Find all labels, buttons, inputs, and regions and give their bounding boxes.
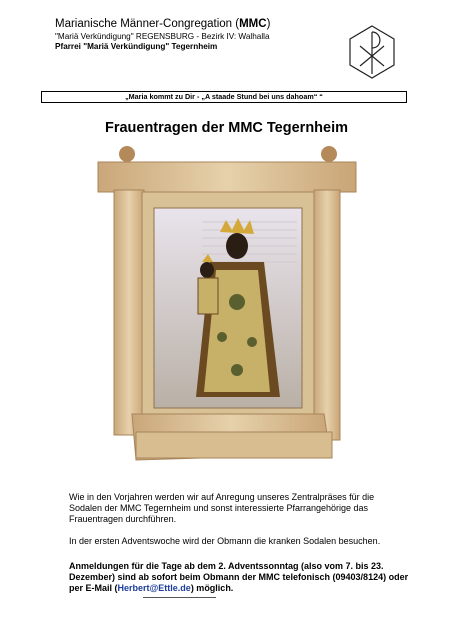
motto-box: „Maria kommt zu Dir - „A staade Stund bei uns dahoam“ “	[41, 91, 407, 103]
madonna-shrine-photo	[92, 142, 362, 472]
email-link[interactable]: Herbert@Ettle.de	[117, 583, 191, 593]
organization-abbreviation: MMC	[239, 18, 267, 30]
parish-name-line: Pfarrei "Mariä Verkündigung" Tegernheim	[55, 42, 218, 51]
body-paragraph-1: Wie in den Vorjahren werden wir auf Anregung unseres Zentralpräses für die Sodalen der MMC Tegernheim und sonst interessierte Pfarrangehörige das Frauentragen durchführen.	[69, 492, 375, 524]
footer-divider	[143, 597, 216, 598]
registration-paragraph: Anmeldungen für die Tage ab dem 2. Adventssonntag (also vom 7. bis 23. Dezember) sind ab sofort beim Obmann der MMC telefonisch (09403/8124) oder per E-Mail (Herbert@Ettle.de) möglich.	[69, 561, 409, 593]
body-paragraph-2: In der ersten Adventswoche wird der Obmann die kranken Sodalen besuchen.	[69, 536, 381, 546]
parish-district-line: "Mariä Verkündigung" REGENSBURG - Bezirk IV: Walhalla	[55, 32, 270, 41]
organization-name: Marianische Männer-Congregation (MMC)	[55, 18, 271, 30]
page-title: Frauentragen der MMC Tegernheim	[104, 120, 349, 136]
chi-rho-monogram-icon	[347, 24, 397, 80]
